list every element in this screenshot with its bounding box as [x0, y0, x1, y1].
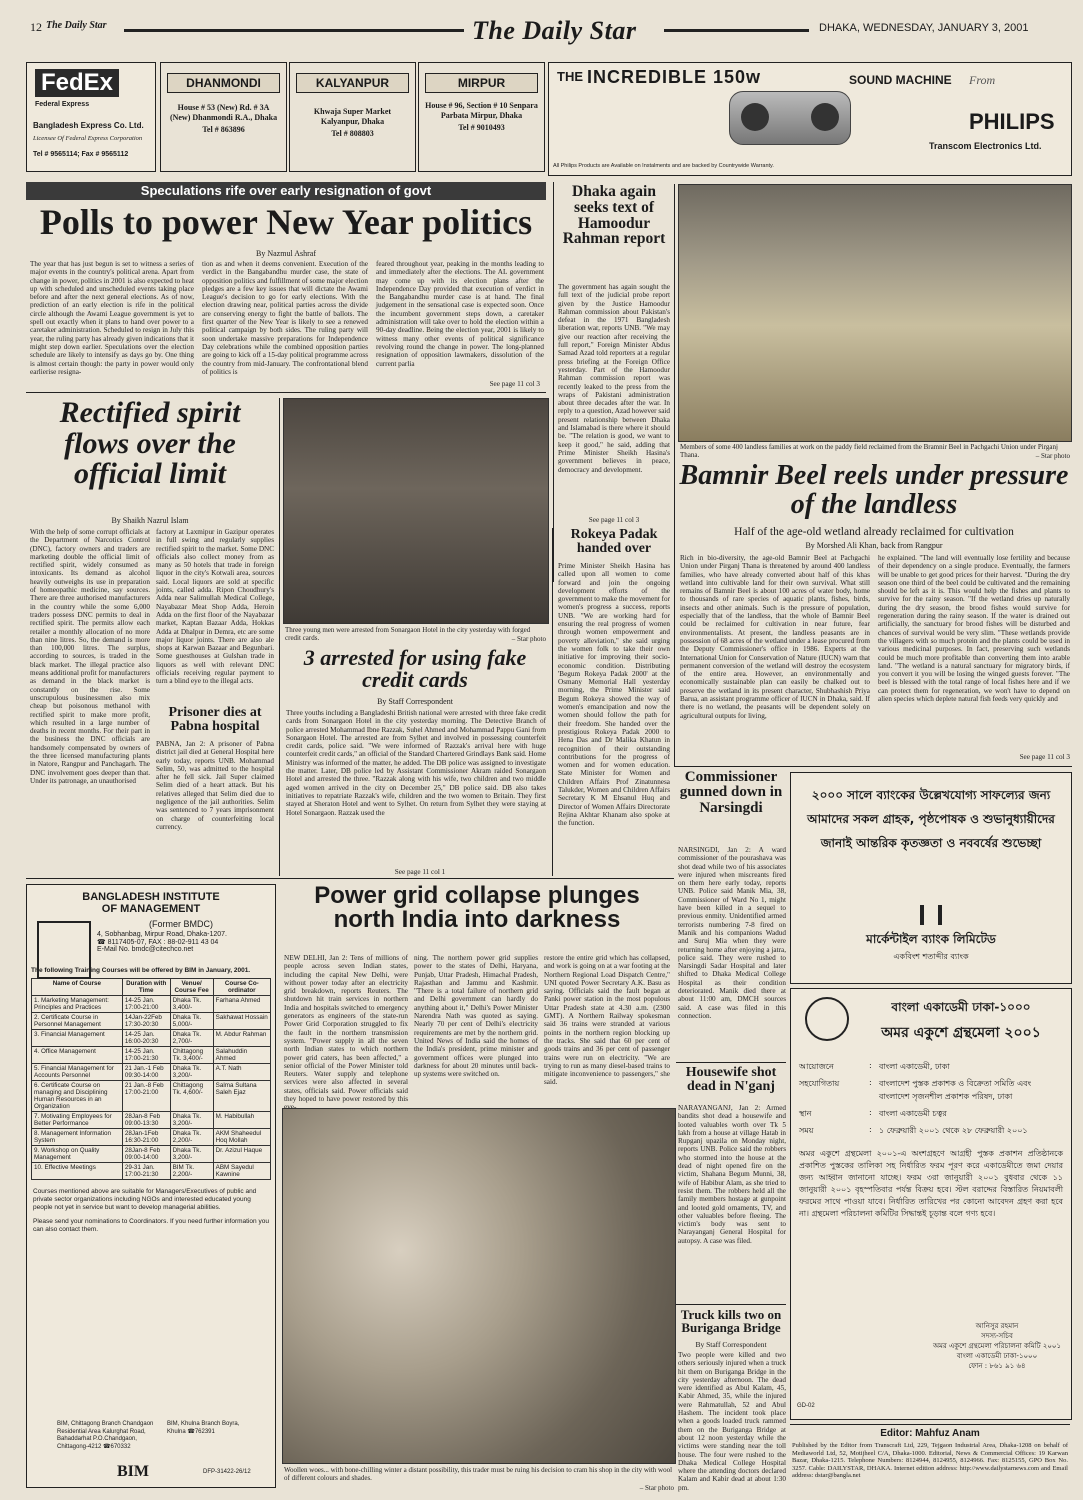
info-colon: :: [869, 1078, 872, 1087]
powergrid-col1: NEW DELHI, Jan 2: Tens of millions of people across seven Indian states, including the capital New Delhi, were without power today after an electricity grid breakdown, reports Reuters. The shutdown hit train services in northern India and hospitals switched to emergency generators as engineers of the state-run Power Grid Corporation struggled to fix the fault in the northern transmission system. "Power supply in all the seven north Indian states to which northern power grid caters, has been affected," a senior official of the Power Minister told Reuters. Water supply and telephone services were also affected in several states, officials said. Power officials said they hoped to have power restored by this: [284, 954, 408, 1104]
info-value: বাংলা একাডেমী, ঢাকা: [879, 1062, 950, 1071]
academy-sign: [933, 1321, 1061, 1371]
truck-byline: By Staff Correspondent: [695, 1340, 767, 1349]
branch-tel: Tel # 9010493: [458, 123, 505, 132]
speaker-right-icon: [811, 103, 839, 131]
bim-ad-code: DFP-31422-26/12: [203, 1469, 251, 1475]
course-duration: 14-25 Jan. 17:00-21:30: [122, 1047, 170, 1064]
narsingdi-headline: Commissioner gunned down in Narsingdi: [679, 769, 783, 816]
academy-seal-icon: [805, 997, 849, 1041]
course-name: 1. Marketing Management: Principles and Practices: [32, 996, 123, 1013]
divider: [26, 878, 674, 879]
philips-the: THE: [557, 69, 583, 84]
info-colon: :: [869, 1108, 872, 1117]
bim-course-table-wrap: [31, 978, 271, 1180]
column-header: Duration with Time: [122, 979, 170, 996]
column-header: Course Co-ordinator: [213, 979, 270, 996]
sign-committee: অমর একুশে গ্রন্থমেলা পরিচালনা কমিটি ২০০১: [932, 1342, 1061, 1350]
course-venue: Dhaka Tk. 2,700/-: [170, 1030, 213, 1047]
info-label: আয়োজনে: [799, 1062, 834, 1071]
lead-jump: See page 11 col 3: [489, 380, 540, 388]
lead-col1: The year that has just begun is set to witness a series of major events in the country's political arena. Apart from change in power, politics in 2001 is also expected to heat up with scheduled and unscheduled events taking place before and after the next general elections. As of now, prediction of an early election is rife in the political circle although the Awami League government is yet to spell out exactly when it plans to hand over power to a caretaker administration. Scheduled to resign in July this year, the ruling party has already given indications that it might step down earlier. Speculations over the election schedule are likely to intensify as days go by. One thing is almost certain though: the party in power would only earlierise resigna-: [30, 260, 194, 376]
course-name: 9. Workshop on Quality Management: [32, 1146, 123, 1163]
sign-title: সদস্য-সচিব: [981, 1332, 1013, 1340]
bim-note2: Please send your nominations to Coordinators. If you need further information you can also contact them.: [33, 1218, 269, 1233]
bim-logo-icon: [37, 921, 91, 979]
hamoodur-headline: Dhaka again seeks text of Hamoodur Rahman report: [562, 183, 666, 248]
powergrid-headline: Power grid collapse plunges north India into darkness: [314, 882, 640, 934]
bamnir-jump: See page 11 col 3: [1019, 753, 1070, 761]
arrest-jump: See page 11 col 1: [394, 868, 446, 876]
course-duration: 21 Jan.-1 Feb 09:30-14:00: [122, 1064, 170, 1081]
bim-branch-chittagong: BIM, Chittagong Branch Chandgaon Residential Area Kalurghat Road, Bahaddarhat P.O.Chandgaon, Chittagong-4212 ☎670332: [57, 1421, 154, 1450]
editor-imprint: Published by the Editor from Transcraft Ltd, 229, Tejgaon Industrial Area, Dhaka-1208 on behalf of Mediaworld Ltd, 52, Motijheel C/A, Dhaka-1000. Editorial, News & Commercial Offices: 19 Karwan Bazar, Dhaka-1215. Telephone Numbers: 8124944, 8124955, 8124966. Fax: 8125155, GPO Box No. 3257. Cable: DAILYSTAR, DHAKA. Internet edition address: http://www.dailystarnews.com and Email address: dstar@bangla.net: [792, 1442, 1068, 1480]
branch-address: House # 96, Section # 10 Senpara Parbata Mirpur, Dhaka: [425, 101, 538, 120]
philips-from: From: [969, 73, 996, 87]
fedex-logo: FedEx: [35, 69, 119, 97]
mercantile-line2: আমাদের সকল গ্রাহক, পৃষ্ঠপোষক ও শুভানুধ্যায়ীদের: [807, 812, 1055, 826]
rokeya-body: Prime Minister Sheikh Hasina has called upon all women to come forward and join the ongoing development efforts of the government to make the movement for women's progress a success, reports UNB. "We are working hard for ensuring the real progress of women through women empowerment and poverty alleviation," she said urging the women folk to take their own initiative for improving their socio-economic condition. Distributing 'Begum Rokeya Padak 2000' at the Osmany Memorial Hall yesterday morning, the Prime Minister said Begum Rokeya showed the way of women's emancipation and now the women should follow the path for their freedom. She handed over the prestigious Rokeya Padak 2000 to Hena Das and Dr Malika Khatun in recognition of their outstanding contributions for the progress of women and for women education. State Minister for Women and Children Affairs Prof Zinatunnesa Talukder, Women and Children Affairs Secretary K M Ehsanul Huq and Director of Women Affairs Directorate Rejina Akhtar Khanam also spoke at the function.: [558, 562, 670, 828]
masthead-title: The Daily Star: [472, 16, 637, 45]
spirit-col1: With the help of some corrupt officials at the Department of Narcotics Control (DNC), factory owners and traders are marketing double the official limit of rectified spirit, widely consumed as intoxicants. Its demand as alcohol heavily outweighs its use in preparation of homeopathic medicine, say sources. There are three authorised manufacturers in the country while the some 6,000 traders possess DNC permits to deal in rectified spirit. The permits allow each retailer a monthly allocation of no more than nine litres. So, the demand is more than 100,000 litres. The surplus, according to sources, is traded in the black market. The illegal practice also means additional profit for manufacturers as demand in the black market is constantly on the rise. Some unscrupulous businessmen also mix cheap but poisonous methanol with rectified spirit to make more profit, which resulted in a large number of deaths in recent months. For their part in the business the DNC officials are handsomely compensated by owners of the three licensed manufacturing plants in Natore, Rangpur and Panchagarh. The DNC involvement goes deeper than that. Under its patronage, an unauthorised: [30, 528, 150, 785]
branch-ad-dhanmondi: [160, 62, 287, 172]
bim-footer-logo: BIM: [117, 1463, 149, 1480]
divider: [279, 398, 280, 876]
bim-course-table: [31, 978, 271, 1180]
philips-footer: All Philips Products are Available on Instalments and are backed by Countrywide Warranty.: [553, 163, 774, 169]
bim-branch-khulna: BIM, Khulna Branch Boyra, Khulna ☎762391: [167, 1421, 240, 1435]
philips-brand: PHILIPS: [969, 109, 1055, 134]
philips-dealer: Transcom Electronics Ltd.: [929, 141, 1042, 151]
info-label: সময়: [799, 1126, 814, 1135]
divider: [552, 528, 553, 876]
course-venue: Dhaka Tk. 3,400/-: [170, 996, 213, 1013]
bim-title2: OF MANAGEMENT: [101, 903, 201, 915]
course-coordinator: AKM Shaheedul Hoq Mollah: [213, 1129, 270, 1146]
academy-info: [799, 1061, 1063, 1138]
pabna-headline: Prisoner dies at Pabna hospital: [168, 705, 262, 735]
mercantile-logo-icon: [920, 905, 942, 925]
bim-note1: Courses mentioned above are suitable for Managers/Executives of public and private sector organizations including NGOs and interested educated young people not yet in service but want to develop managerial abilities.: [33, 1188, 257, 1211]
info-row: [799, 1108, 1063, 1121]
course-name: 6. Certificate Course on managing and Disciplining Human Resources in an Organization: [32, 1081, 123, 1112]
course-venue: BIM Tk. 2,200/-: [170, 1163, 213, 1180]
table-row: [32, 1081, 271, 1112]
woollen-credit: – Star photo: [639, 1484, 674, 1492]
branch-tel: Tel # 863896: [202, 125, 245, 134]
pabna-body: PABNA, Jan 2: A prisoner of Pabna district jail died at General Hospital here early today, reports UNB. Mohammad Selim, 50, was admitted to the hospital after he fell sick. Jail Super claimed Selim died of a heart attack. But his relatives alleged that Selim died due to negligence of the jail authorities. Selim was sentenced to 7 years imprisonment on charge of counterfeiting local currency.: [156, 740, 274, 831]
info-label: স্থান: [799, 1109, 812, 1118]
course-duration: 14-25 Jan. 16:00-20:30: [122, 1030, 170, 1047]
editor-title: Editor: Mahfuz Anam: [880, 1428, 980, 1439]
info-row: [799, 1125, 1063, 1138]
fedex-tel: Tel # 9565114; Fax # 9565112: [33, 151, 129, 158]
divider: [674, 766, 1072, 767]
branch-name: DHANMONDI: [167, 73, 280, 93]
branch-tel: Tel # 808803: [331, 129, 374, 138]
bim-title1: BANGLADESH INSTITUTE: [82, 891, 220, 903]
table-row: [32, 1047, 271, 1064]
course-venue: Dhaka Tk. 5,000/-: [170, 1013, 213, 1030]
divider: [676, 1304, 786, 1305]
course-coordinator: Sakhawat Hossain: [213, 1013, 270, 1030]
divider: [26, 392, 546, 393]
powergrid-col3: restore the entire grid which has collapsed, and work is going on at a war footing at the Northern Regional Load Dispatch Centre," UNI quoted Power Secretary A.K. Basu as saying. Officials said the fault began at Panki power station in the most populous Uttar Pradesh state at 4.30 a.m. (2300 GMT). A Northern Railway spokesman said 36 trains were stranded at various points in the northern region blocking up the tracks. She said that 60 per cent of goods trains and 36 per cent of passenger trains were run on electricity. "We are trying to run as many diesel-based trains to mitigate inconvenience to passengers," she said.: [544, 954, 670, 1087]
table-row: [32, 1146, 271, 1163]
course-duration: 21 Jan.-8 Feb 17:00-21:00: [122, 1081, 170, 1112]
table-row: [32, 1112, 271, 1129]
philips-sound: SOUND MACHINE: [849, 73, 952, 87]
masthead-rule-left: [124, 29, 464, 32]
course-coordinator: Salma Sultana Saleh Ejaz: [213, 1081, 270, 1112]
branch-name: MIRPUR: [425, 73, 538, 93]
course-venue: Dhaka Tk. 3,200/-: [170, 1146, 213, 1163]
mercantile-line1: ২০০০ সালে ব্যাংকের উল্লেখযোগ্য সাফল্যের জন্য: [811, 788, 1051, 802]
masthead-small-title: The Daily Star: [46, 20, 107, 31]
column-header: Venue/ Course Fee: [170, 979, 213, 996]
academy-title1: বাংলা একাডেমী ঢাকা-১০০০: [891, 1000, 1031, 1014]
info-colon: :: [869, 1061, 872, 1070]
rokeya-headline: Rokeya Padak handed over: [570, 527, 658, 557]
course-name: 2. Certificate Course in Personnel Management: [32, 1013, 123, 1030]
dateline: DHAKA, WEDNESDAY, JANUARY 3, 2001: [819, 22, 1029, 34]
narsingdi-body: NARSINGDI, Jan 2: A ward commissioner of the pourashava was shot dead while two of his associates were injured when miscreants fired on them here early today, reports UNB. Police said Manik Mia, 38, Commissioner of Ward No 1, might have been killed in a sequel to previous enmity. Unidentified armed terrorists numbering 7-8 fired on Manik and his companions Wadud and Suruj Mia when they were returning home after enjoying a jatra, police said. They were rushed to Narsingdi Sadar Hospital and later shifted to Dhaka Medical College Hospital as their condition deteriorated. Manik died there at about 11:00 am, DMCH sources said. A case was filed in this connection.: [678, 846, 786, 1020]
course-coordinator: M. Abdur Rahman: [213, 1030, 270, 1047]
academy-title2: অমর একুশে গ্রন্থমেলা ২০০১: [881, 1025, 1041, 1041]
woollen-caption: Woollen woes... with bone-chilling winter a distant possibility, this trader must be ruing his decision to cram his shop in the city with wool of different colours and shades.: [284, 1466, 673, 1482]
course-coordinator: A.T. Nath: [213, 1064, 270, 1081]
course-name: 8. Management Information System: [32, 1129, 123, 1146]
lead-col3: feared throughout year, peaking in the months leading to and immediately after the elections. The AL government may come up with its election plans after the Independence Day provided that execution of verdict in the Bangabandhu murder case is at hand. The final judgement in the sensational case is expected soon. Once the incumbent government steps down, a caretaker administration will take over to hold the election within a 90-day deadline. Being the election year, 2001 is likely to witness many other events of political significance revolving round the change in power. The long-planned resignation of opposition lawmakers, dissolution of the current parlia: [376, 260, 544, 368]
course-duration: 28Jan-8 Feb 09:00-14:00: [122, 1146, 170, 1163]
course-name: 10. Effective Meetings: [32, 1163, 123, 1180]
academy-body: অমর একুশে গ্রন্থমেলা ২০০১-এ অংশগ্রহণে আগ্রহী পুস্তক প্রকাশন প্রতিষ্ঠানকে প্রকাশিত পুস্তকের তালিকা সহ নির্ধারিত ফরম পূরণ করে একাডেমীতে জমা দেয়ার জন্য আহ্বান জানানো যাচ্ছে। ফরম ৩রা জানুয়ারী ২০০১ বুধবার থেকে ১১ জানুয়ারী ২০০১ বৃহস্পতিবার পর্যন্ত বিক্রয় হবে। স্টল বরাদ্দের বিস্তারিত নিয়মাবলী ফরমের সাথে পাওয়া যাবে। নির্ধারিত তারিখের পর কোনো আবেদন গ্রহণ করা হবে না। গ্রন্থমেলা পরিচালনা কমিটির সিদ্ধান্তই চূড়ান্ত বলে গণ্য হবে।: [799, 1149, 1063, 1218]
spirit-col2: factory at Laxmipur in Gazipur operates in full swing and regularly supplies rectified spirit to the market. Some DNC officials also collect money from as many as 50 hotels that trade in foreign liquor in the city's Kotwali area, sources said. Local liquors are sold at specific joints, called adda. Ripon Choudhury's Adda near Salimullah Medical College, Nayabazar Meat Shop Adda, Heroin Adda on the first floor of the Nayabazar market, Kaptan Bazaar Adda, Hokkas Adda at Dhalpur in Demra, etc are some major liquor joints. There are also ale shops at Karwan Bazaar and Begunbari. Some guesthouses at Gulshan trade in liquors as well with relevant DNC officials receiving regular payment to turn a blind eye to the illegal acts.: [156, 528, 274, 686]
fedex-ad: [26, 62, 156, 172]
philips-incredible: INCREDIBLE 150w: [587, 67, 762, 87]
course-venue: Chittagong Tk. 3,400/-: [170, 1047, 213, 1064]
masthead-rule-right: [664, 29, 809, 32]
info-value: ১ ফেব্রুয়ারী ২০০১ থেকে ২৮ ফেব্রুয়ারী ২০০১: [879, 1126, 1028, 1135]
bim-ad: [26, 884, 276, 1488]
course-name: 5. Financial Management for Accounts Personnel: [32, 1064, 123, 1081]
course-coordinator: Farhana Ahmed: [213, 996, 270, 1013]
course-venue: Chittagong Tk. 4,600/-: [170, 1081, 213, 1112]
powergrid-col2: ning. The northern power grid supplies power to the states of Delhi, Haryana, Punjab, Uttar Pradesh, Himachal Pradesh, Rajasthan and Jammu and Kashmir. "There is a total failure of northern grid and Delhi government can hardly do anything about it," Delhi's Power Minister Narendra Nath was quoted as saying. Nearly 70 per cent of Delhi's electricity requirements are met by the northern grid. United News of India said the homes of the India's president, prime minister and government offices were plunged into darkness for about 20 minutes until back-up systems were switched on.: [414, 954, 538, 1079]
arrested-men-photo: [283, 398, 549, 624]
paddy-field-photo: [678, 184, 1072, 442]
bim-former: (Former BMDC): [149, 919, 213, 929]
woollen-shop-photo: [282, 1108, 676, 1464]
info-label: সহযোগিতায়: [799, 1079, 840, 1088]
sign-name: আনিসুর রহমান: [975, 1322, 1019, 1330]
branch-name: KALYANPUR: [296, 73, 409, 93]
course-venue: Dhaka Tk. 3,200/-: [170, 1112, 213, 1129]
table-header-row: [32, 979, 271, 996]
mercantile-bank-ad: [790, 772, 1072, 984]
bim-addr3: E-Mail No. bmdc@citechco.net: [97, 946, 194, 953]
truck-headline: Truck kills two on Buriganga Bridge: [680, 1307, 782, 1336]
course-duration: 14Jan-22Feb 17:30-20:30: [122, 1013, 170, 1030]
course-duration: 14-25 Jan. 17:00-21:00: [122, 996, 170, 1013]
academy-ad-code: GD-02: [797, 1403, 815, 1409]
table-row: [32, 1064, 271, 1081]
bamnir-col1: Rich in bio-diversity, the age-old Bamnir Beel at Pachgachi Union under Pirganj Thana is threatened by around 400 landless families, who have already converted about half of this khas wetland into cultivable land for their own survival. What still remains of Bamnir Beel is about 100 acres of water body, home to thousands of rare species of aquatic plants, fishes, birds, insects and other animals. Such is the pressure of population, especially that of the landless, that the whole of Bamnir Beel could be reclaimed for cultivation in near future, fear environmentalists. At present, the landless peasants are in possession of 68 acres of the wetland under a lease procured from the Deputy Commissioner's office in 1986. Experts at the International Union for Conservation of Nature (IUCN) warn that permanent conversion of the wetland will destroy the ecosystem of the entire area. However, an environmentally and economically sustainable plan can easily be chalked out to preserve the wetland in its present character, Shubhashish Priya Barua, an assistant programme officer of IUCN in Dhaka, said. If there is no wetland, the peasants will be dependent solely on agricultural outputs for living,: [680, 554, 870, 720]
paddy-photo-credit: – Star photo: [1035, 452, 1070, 460]
table-row: [32, 1129, 271, 1146]
course-name: 4. Office Management: [32, 1047, 123, 1064]
arrest-photo-caption: Three young men were arrested from Sonargaon Hotel in the city yesterday with forged credit cards.: [285, 626, 531, 642]
paddy-photo-caption: Members of some 400 landless families at work on the paddy field reclaimed from the Bramnir Beel in Pachgachi Union under Pirganj Thana.: [680, 443, 1058, 459]
arrest-byline: By Staff Correspondent: [377, 697, 453, 706]
housewife-body: NARAYANGANJ, Jan 2: Armed bandits shot dead a housewife and looted valuables worth over Tk 5 lakh from a house at village Hatab in Rupganj upazila on Monday night, reports UNB. Police said the robbers who stormed into the house at the dead of night opened fire on the victim, Shahana Begum Munni, 38, wife of Habibur Alam, as she tried to resist them. The robbers held all the family members hostage at gunpoint and looted gold ornaments, TV, and other valuables before fleeing. The victim's body was sent to Narayanganj General Hospital for autopsy. A case was filed.: [678, 1104, 786, 1245]
lead-kicker: Speculations rife over early resignation of govt: [26, 182, 546, 200]
info-colon: :: [869, 1125, 872, 1134]
branch-address: Khwaja Super Market Kalyanpur, Dhaka: [313, 107, 392, 126]
fedex-company: Bangladesh Express Co. Ltd.: [33, 121, 144, 130]
sign-org: বাংলা একাডেমী ঢাকা-১০০০: [956, 1352, 1038, 1360]
course-coordinator: M. Habibullah: [213, 1112, 270, 1129]
course-venue: Dhaka Tk. 2,200/-: [170, 1129, 213, 1146]
truck-body: Two people were killed and two others seriously injured when a truck hit them on Buriganga Bridge in the city yesterday afternoon. The dead were identified as Abul Kalam, 45, Kabir Ahmed, 35, while the injured were Rahmatullah, 52 and Abul Hashem. The incident took place when a goods loaded truck rammed them on the Buriganga Bridge at about 12 noon yesterday while the victims were standing near the toll house. The four were rushed to the Dhaka Medical College Hospital where the attending doctors declared Kalam and Kabir dead at about 1:30 pm.: [678, 1351, 786, 1492]
branch-ad-mirpur: [418, 62, 545, 172]
fedex-licensee: Licensee Of Federal Express Corporation: [33, 135, 143, 142]
info-value: বাংলাদেশ পুস্তক প্রকাশক ও বিক্রেতা সমিতি এবং বাংলাদেশ সৃজনশীল প্রকাশক পরিষদ, ঢাকা: [879, 1079, 1032, 1101]
course-duration: 29-31 Jan. 17:00-21:30: [122, 1163, 170, 1180]
arrest-headline: 3 arrested for using fake credit cards: [303, 645, 527, 693]
divider: [553, 182, 554, 582]
masthead: [24, 14, 1074, 54]
spirit-byline: By Shaikh Nazrul Islam: [111, 516, 189, 525]
bamnir-headline: Bamnir Beel reels under pressure of the landless: [679, 460, 1069, 520]
course-duration: 28Jan-1Feb 16:30-21:00: [122, 1129, 170, 1146]
course-coordinator: ABM Sayedul Kawnine: [213, 1163, 270, 1180]
info-row: [799, 1078, 1063, 1104]
lead-byline: By Nazmul Ashraf: [256, 249, 316, 258]
course-coordinator: Dr. Azizul Haque: [213, 1146, 270, 1163]
bamnir-deck: Half of the age-old wetland already reclaimed for cultivation: [734, 526, 1014, 538]
spirit-headline: Rectified spirit flows over the official limit: [59, 396, 241, 491]
lead-headline: Polls to power New Year politics: [39, 202, 533, 242]
hamoodur-body: The government has again sought the full text of the judicial probe report given by the Justice Hamoodur Rahman commission about Pakistan's defeat in the 1971 Bangladesh liberation war, reports UNB. "We may give our reaction after receiving the full report," Foreign Minister Abdus Samad Azad told reporters at a regular press briefing at the Foreign Office yesterday. Part of the Hamoodur Rahman commission report was recently leaked to the press from the wraps of Pakistani administration about three decades after the war. In reply to a question, Azad however said present relationship between Dhaka and Islamabad is there where it should be. "The relation is good, we want to keep it good," he said, adding that Prime Minister Sheikh Hasina's government believes in peace, democracy and development.: [558, 283, 670, 474]
sign-phone: ফোন : ৮৬১ ৯১ ৬৪: [968, 1362, 1026, 1370]
bamnir-byline: By Morshed Ali Khan, back from Rangpur: [805, 541, 943, 550]
speaker-left-icon: [741, 103, 769, 131]
divider: [674, 184, 675, 766]
bangla-academy-ad: [790, 988, 1072, 1420]
divider: [790, 1424, 1070, 1425]
page-number: 12: [30, 20, 42, 34]
mercantile-line3: জানাই আন্তরিক কৃতজ্ঞতা ও নববর্ষের শুভেচ্ছা: [820, 836, 1042, 850]
bim-addr1: 4, Sobhanbag, Mirpur Road, Dhaka-1207.: [97, 931, 227, 938]
course-duration: 28Jan-8 Feb 09:00-13:30: [122, 1112, 170, 1129]
info-row: [799, 1061, 1063, 1074]
table-row: [32, 1013, 271, 1030]
branch-address: House # 53 (New) Rd. # 3A (New) Dhanmondi R.A., Dhaka: [169, 103, 278, 122]
table-row: [32, 996, 271, 1013]
hamoodur-jump: See page 11 col 3: [588, 516, 640, 524]
course-name: 7. Motivating Employees for Better Performance: [32, 1112, 123, 1129]
course-venue: Dhaka Tk. 3,200/-: [170, 1064, 213, 1081]
info-value: বাংলা একাডেমী চত্বর: [879, 1109, 947, 1118]
mercantile-bank-name: মার্কেন্টাইল ব্যাংক লিমিটেড: [866, 932, 996, 946]
bim-intro: The following Training Courses will be offered by BIM in January, 2001.: [31, 967, 251, 974]
table-row: [32, 1163, 271, 1180]
bim-addr2: ☎ 8117405-07, FAX : 88-02-911 43 04: [97, 939, 219, 946]
housewife-headline: Housewife shot dead in N'ganj: [685, 1065, 777, 1095]
branch-ad-kalyanpur: [289, 62, 416, 172]
fedex-sub: Federal Express: [35, 101, 90, 108]
lead-col2: tion as and when it deems convenient. Execution of the verdict in the Bangabandhu murder case, the state of opposition politics and fulfillment of some major election pledges are a few key issues that will dictate the Awami League's decision to go for early elections. With the election drawing near, political parties across the divide are conserving energy to fight the battle of ballots. The first quarter of the New Year is likely to see a renewed political campaign by both sides. The ruling party will soon undertake massive preparations for Independence Day celebrations while the combined opposition parties are going to kick off a 15-day political programme across the country from mid-January. The confrontational blend of politics is: [202, 260, 368, 376]
arrest-body: Three youths including a Bangladeshi British national were arrested with three fake credit cards from Sonargaon Hotel in the city yesterday morning. The Detective Branch of police arrested Mohammad Ibne Razzak, Suhel Ahmed and Mohammad Pappu Gani from Sonargaon Hotel. The arrested are from Sylhet and involved in possessing counterfeit credit cards, police said. "We were informed of Razzak's arrival here with huge counterfeit credit cards," an official of the Standard Chartered Grindlays Bank said. Home Ministry was informed of the matter, he added. The DB police was assigned to investigate the matter. Later, DB police led by Assistant Commissioner Akram raided Sonargaon Hotel and arrested the three. "Razzak along with his wife, two children and two middle aged women arrived in the city on December 25," DB police said. DB also takes initiatives to repatriate Razzak's wife, children and the two women to Britain. They first stayed at Sheraton Hotel and went to Sylhet. On return from Sylhet they were staying at Hotel Sonargaon. Razzak used the: [286, 709, 546, 817]
philips-ad: [548, 62, 1072, 176]
column-header: Name of Course: [32, 979, 123, 996]
bamnir-col2: he explained. "The land will eventually lose fertility and because of their dependency on a single produce. Eventually, the farmers will be unable to get good prices for their harvest. "During the dry season one third of the beel could be cultivated and the remaining should be left as it is. This would help the fishes and plants to survive for the rainy season. "If the wetland dries up naturally during the dry season, the brood fishes would survive for regeneration during the rainy season. If the water is drained out artificially, the sanctuary for brood fishes will be disturbed and chances of survival would be very slim. "These wetlands provide the villagers with so much protein and the plants could be used in various medicinal purposes. In fact, preserving such wetlands could be much more profitable than converting them into arable land. "The wetland is a natural sanctuary for migratory birds, if you convert it you will be losing the winged guests forever. "The beel is blessed with the total range of local fishes here and if we can protect them for regeneration, we won't have to depend on alien species which deplete natural fish feeds very quickly and: [878, 554, 1070, 704]
table-row: [32, 1030, 271, 1047]
course-name: 3. Financial Management: [32, 1030, 123, 1047]
mercantile-tagline: একবিংশ শতাব্দীর ব্যাংক: [893, 952, 969, 961]
course-coordinator: Salahuddin Ahmed: [213, 1047, 270, 1064]
divider: [676, 1062, 786, 1063]
arrest-photo-credit: – Star photo: [511, 635, 546, 643]
